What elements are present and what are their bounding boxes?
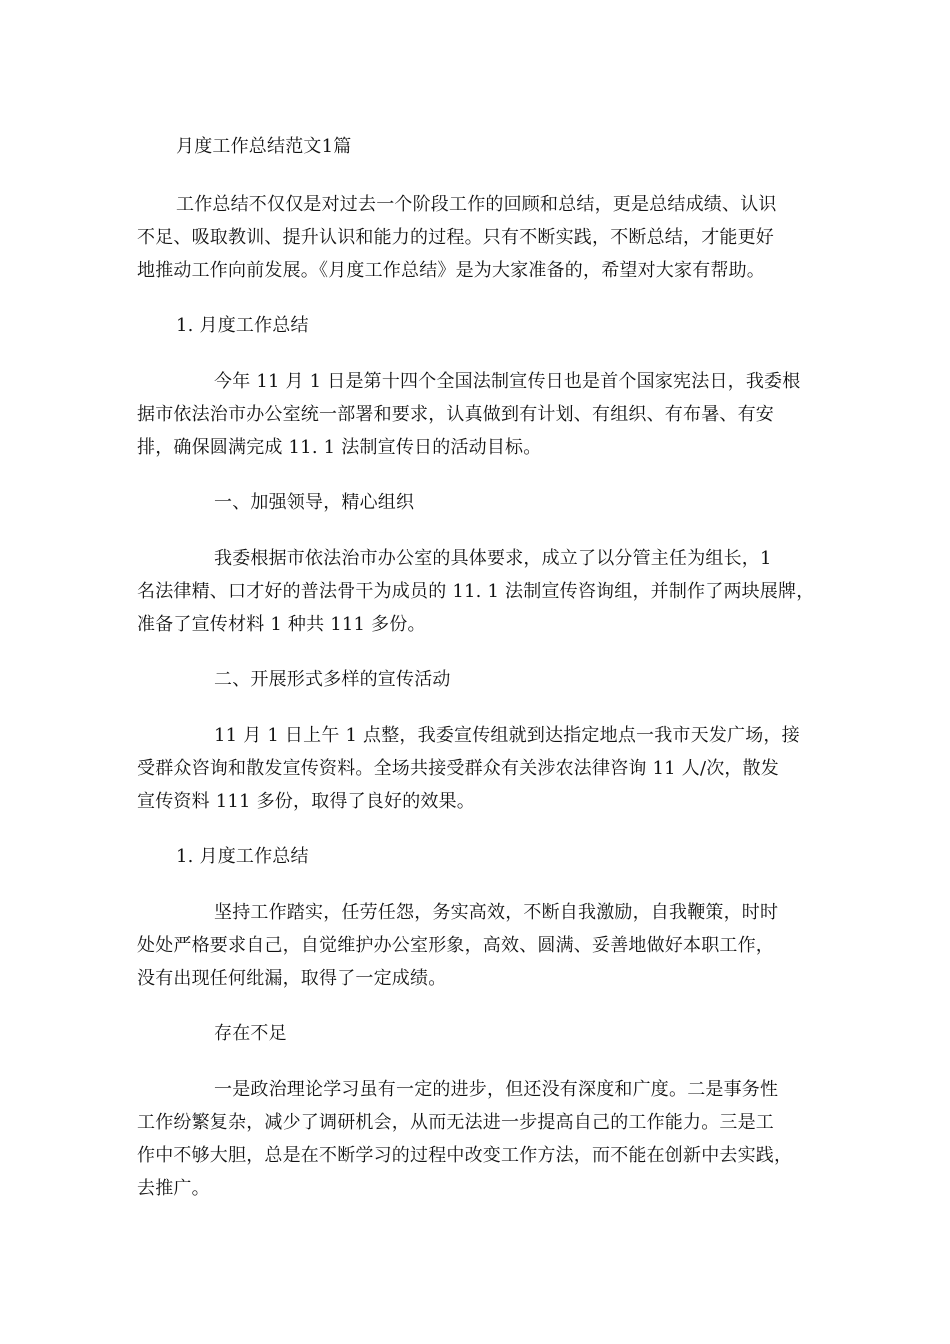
section-heading-2: 二、开展形式多样的宣传活动 bbox=[214, 669, 451, 690]
para5-line-1: 一是政治理论学习虽有一定的进步，但还没有深度和广度。二是事务性 bbox=[214, 1079, 779, 1100]
para3-line-1: 11 月 1 日上午 1 点整，我委宣传组就到达指定地点一我市天发广场，接 bbox=[214, 725, 800, 746]
document-title: 月度工作总结范文1篇 bbox=[176, 136, 352, 157]
intro-line-2: 不足、吸取教训、提升认识和能力的过程。只有不断实践，不断总结，才能更好 bbox=[137, 227, 774, 248]
section-heading-3: 存在不足 bbox=[214, 1023, 287, 1044]
para5-line-4: 去推广。 bbox=[137, 1178, 210, 1199]
intro-line-3: 地推动工作向前发展。《月度工作总结》是为大家准备的，希望对大家有帮助。 bbox=[137, 260, 765, 281]
para5-line-2: 工作纷繁复杂，减少了调研机会，从而无法进一步提高自己的工作能力。三是工 bbox=[137, 1112, 774, 1133]
intro-line-1: 工作总结不仅仅是对过去一个阶段工作的回顾和总结，更是总结成绩、认识 bbox=[176, 194, 777, 215]
para3-line-2: 受群众咨询和散发宣传资料。全场共接受群众有关涉农法律咨询 11 人/次，散发 bbox=[137, 758, 780, 779]
section-heading-1: 一、加强领导，精心组织 bbox=[214, 492, 415, 513]
para2-line-3: 准备了宣传材料 1 种共 111 多份。 bbox=[137, 614, 426, 635]
para4-line-3: 没有出现任何纰漏，取得了一定成绩。 bbox=[137, 968, 447, 989]
para1-line-1: 今年 11 月 1 日是第十四个全国法制宣传日也是首个国家宪法日，我委根 bbox=[214, 371, 801, 392]
para5-line-3: 作中不够大胆，总是在不断学习的过程中改变工作方法，而不能在创新中去实践， bbox=[137, 1145, 793, 1166]
para2-line-1: 我委根据市依法治市办公室的具体要求，成立了以分管主任为组长，1 bbox=[214, 548, 772, 569]
heading-monthly-summary-1: 1. 月度工作总结 bbox=[176, 315, 309, 336]
para4-line-2: 处处严格要求自己，自觉维护办公室形象，高效、圆满、妥善地做好本职工作， bbox=[137, 935, 774, 956]
para3-line-3: 宣传资料 111 多份，取得了良好的效果。 bbox=[137, 791, 475, 812]
para1-line-3: 排，确保圆满完成 11. 1 法制宣传日的活动目标。 bbox=[137, 437, 542, 458]
heading-monthly-summary-2: 1. 月度工作总结 bbox=[176, 846, 309, 867]
para4-line-1: 坚持工作踏实，任劳任怨，务实高效，不断自我激励，自我鞭策，时时 bbox=[214, 902, 779, 923]
para1-line-2: 据市依法治市办公室统一部署和要求，认真做到有计划、有组织、有布暑、有安 bbox=[137, 404, 774, 425]
para2-line-2: 名法律精、口才好的普法骨干为成员的 11. 1 法制宣传咨询组，并制作了两块展牌， bbox=[137, 581, 815, 602]
